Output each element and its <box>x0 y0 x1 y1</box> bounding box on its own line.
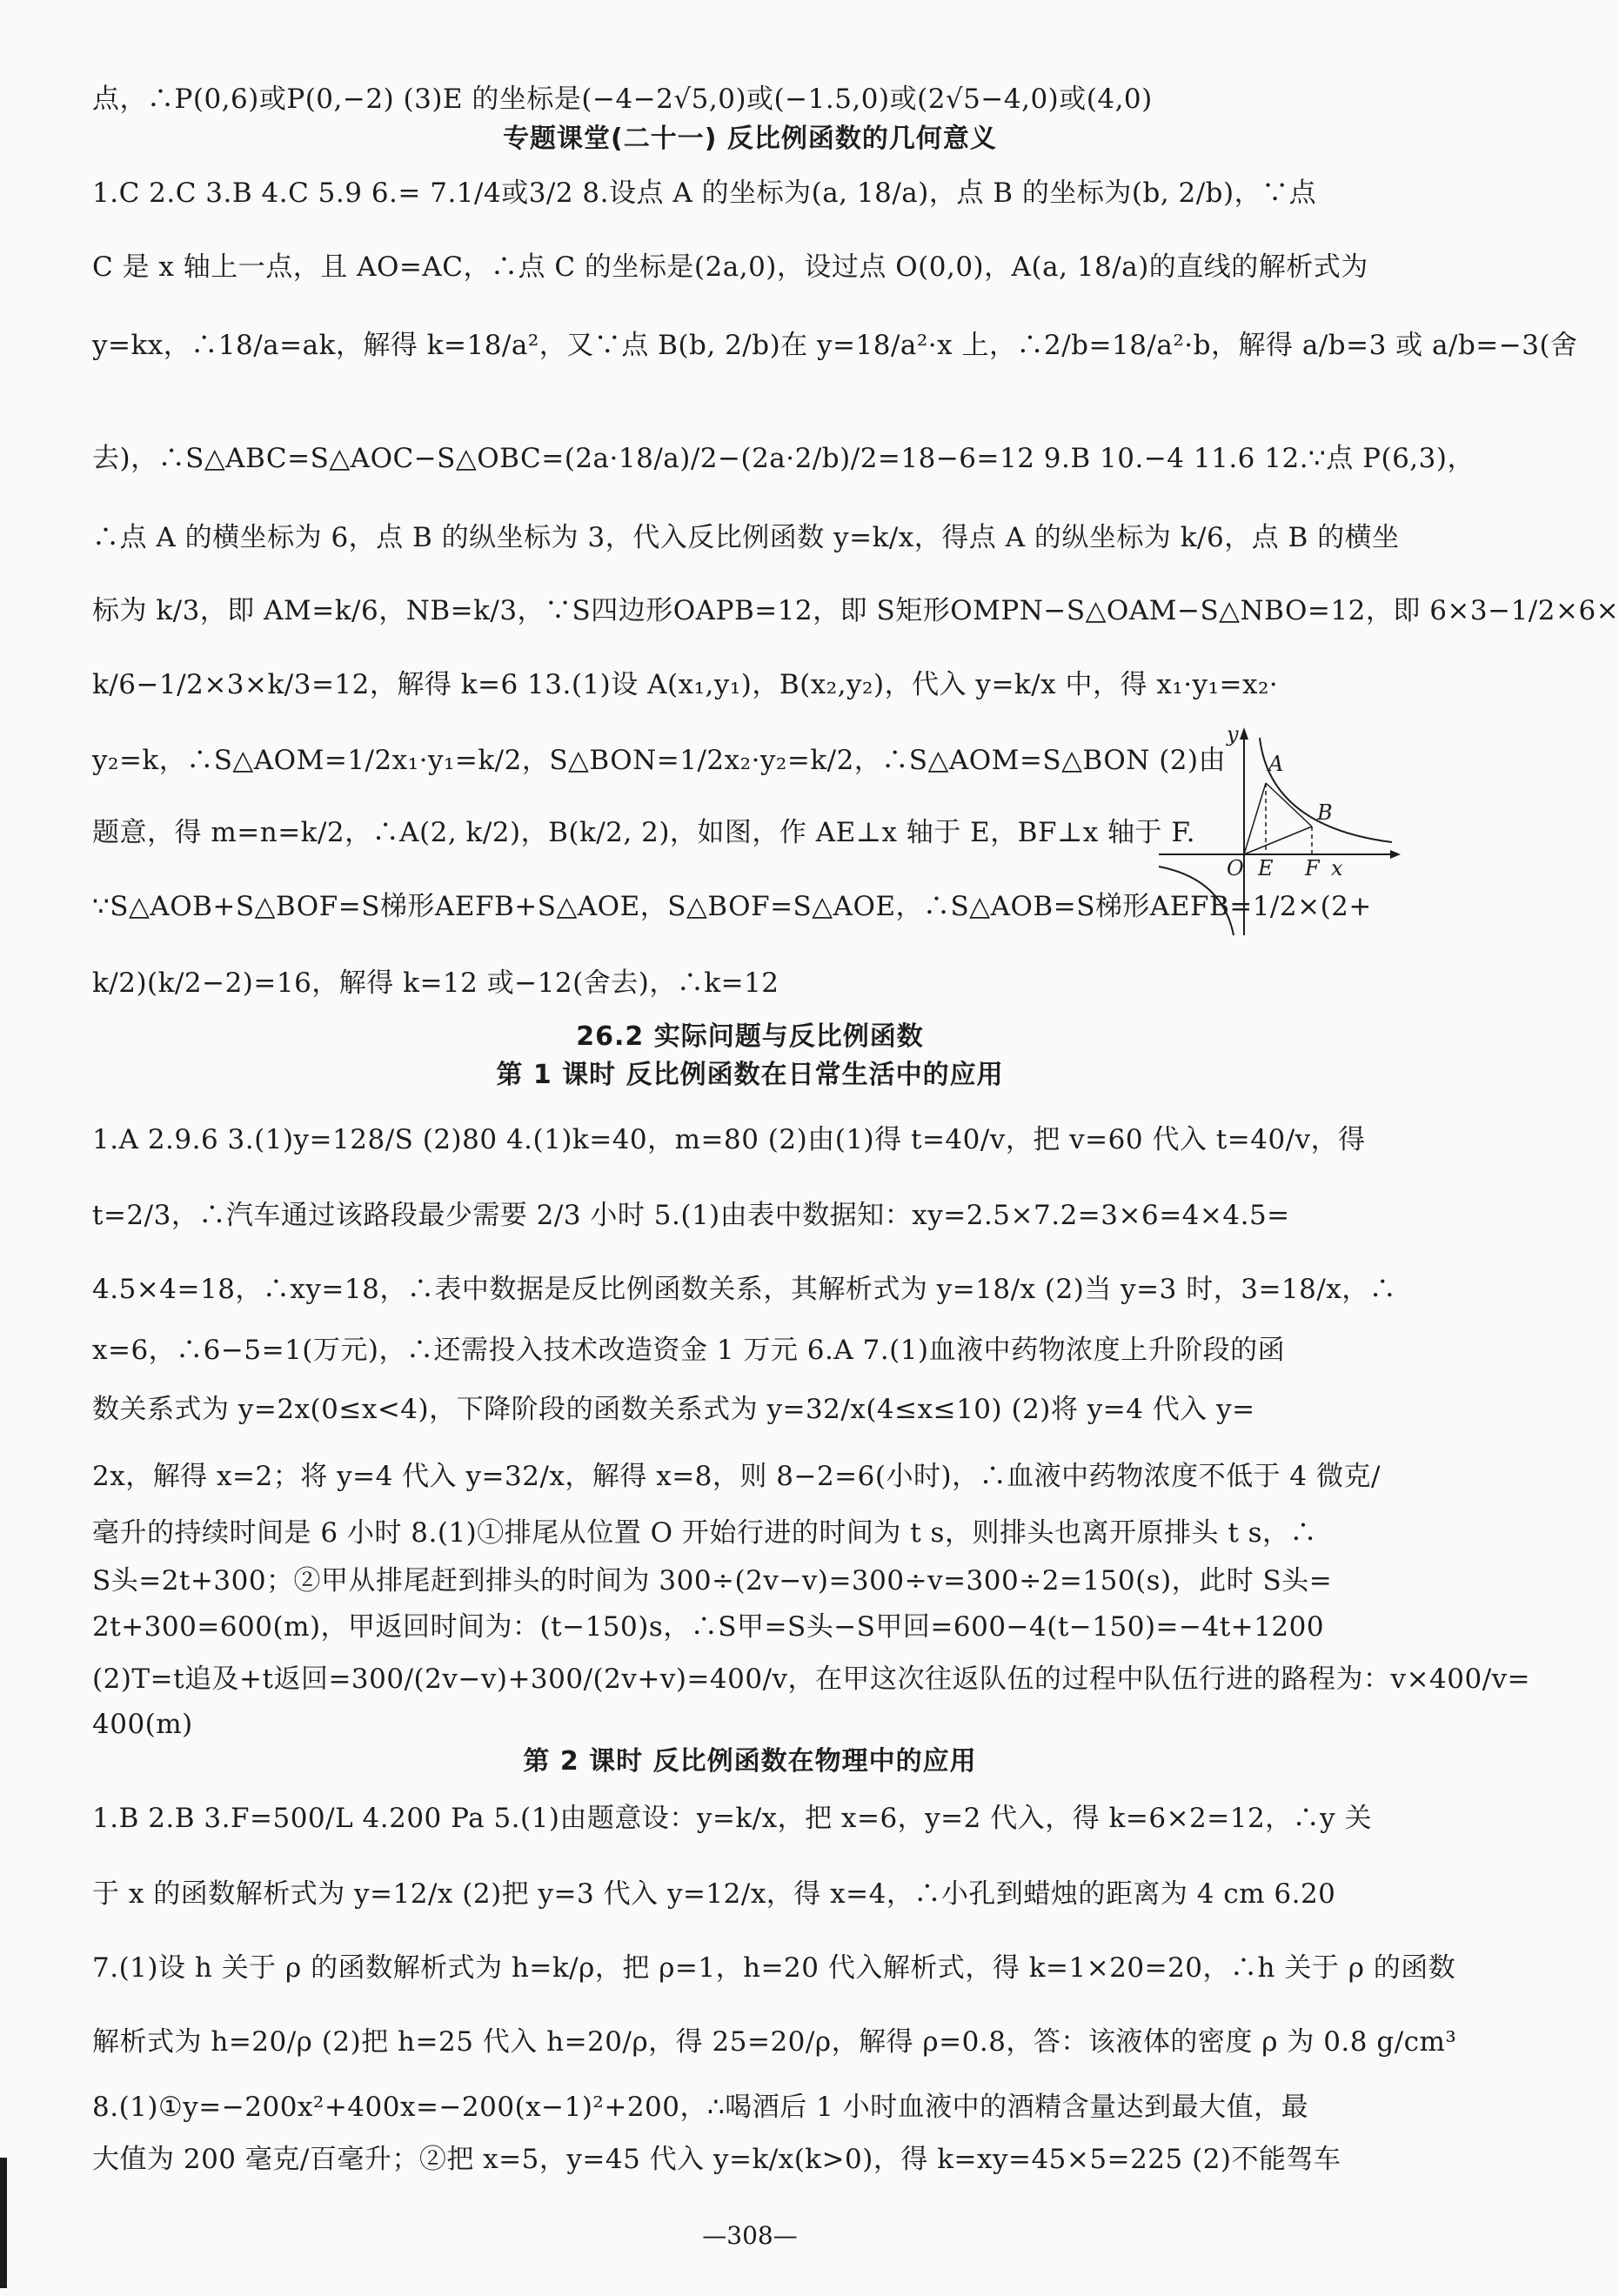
text-line: ∴点 A 的横坐标为 6，点 B 的纵坐标为 3，代入反比例函数 y=k/x，得点 A 的纵坐标为 k/6，点 B 的横坐 <box>92 522 1400 553</box>
text-line: ∵S△AOB+S△BOF=S梯形AEFB+S△AOE，S△BOF=S△AOE，∴S△AOB=S梯形AEFB=1/2×(2+ <box>92 891 1372 922</box>
label-b: B <box>1317 800 1333 825</box>
label-y: y <box>1227 722 1239 746</box>
section-title: 26.2 实际问题与反比例函数 <box>576 1021 924 1052</box>
hyperbola-figure <box>1157 722 1409 940</box>
text-line: 大值为 200 毫克/百毫升；②把 x=5，y=45 代入 y=k/x(k>0)，得 k=xy=45×5=225 (2)不能驾车 <box>92 2144 1341 2175</box>
y-axis-arrow <box>1240 727 1248 740</box>
lesson-title: 第 1 课时 反比例函数在日常生活中的应用 <box>496 1060 1004 1090</box>
text-line: (2)T=t追及+t返回=300/(2v−v)+300/(2v+v)=400/v，在甲这次往返队伍的过程中队伍行进的路程为：v×400/v= <box>92 1663 1531 1695</box>
label-x: x <box>1331 856 1343 880</box>
text-line: 去)，∴S△ABC=S△AOC−S△OBC=(2a·18/a)/2−(2a·2/b)/2=18−6=12 9.B 10.−4 11.6 12.∵点 P(6,3)， <box>92 443 1475 474</box>
text-line: k/2)(k/2−2)=16，解得 k=12 或−12(舍去)，∴k=12 <box>92 967 779 999</box>
text-line: 解析式为 h=20/ρ (2)把 h=25 代入 h=20/ρ，得 25=20/ρ，解得 ρ=0.8，答：该液体的密度 ρ 为 0.8 g/cm³ <box>92 2026 1457 2058</box>
label-f: F <box>1305 856 1320 880</box>
text-line: S头=2t+300；②甲从排尾赶到排头的时间为 300÷(2v−v)=300÷v=300÷2=150(s)，此时 S头= <box>92 1565 1333 1596</box>
text-line: 标为 k/3，即 AM=k/6，NB=k/3，∵S四边形OAPB=12，即 S矩形OMPN−S△OAM−S△NBO=12，即 6×3−1/2×6× <box>92 595 1619 626</box>
text-line: y=kx，∴18/a=ak，解得 k=18/a²，又∵点 B(b, 2/b)在 y=18/a²·x 上，∴2/b=18/a²·b，解得 a/b=3 或 a/b=−3(舍 <box>92 330 1578 361</box>
text-line: 8.(1)①y=−200x²+400x=−200(x−1)²+200，∴喝酒后 1 小时血液中的酒精含量达到最大值，最 <box>92 2092 1309 2123</box>
text-line: 题意，得 m=n=k/2，∴A(2, k/2)，B(k/2, 2)，如图，作 AE⊥x 轴于 E，BF⊥x 轴于 F. <box>92 817 1195 848</box>
text-line: 2x，解得 x=2；将 y=4 代入 y=32/x，解得 x=8，则 8−2=6(小时)，∴血液中药物浓度不低于 4 微克/ <box>92 1461 1381 1492</box>
text-line: 7.(1)设 h 关于 ρ 的函数解析式为 h=k/ρ，把 ρ=1，h=20 代入解析式，得 k=1×20=20，∴h 关于 ρ 的函数 <box>92 1952 1456 1984</box>
x-axis-arrow <box>1390 850 1401 859</box>
hyperbola-branch-third-quadrant <box>1159 867 1234 935</box>
segment-ab <box>1266 783 1312 827</box>
text-line: 4.5×4=18，∴xy=18，∴表中数据是反比例函数关系，其解析式为 y=18/x (2)当 y=3 时，3=18/x，∴ <box>92 1274 1397 1305</box>
text-line: 于 x 的函数解析式为 y=12/x (2)把 y=3 代入 y=12/x，得 x=4，∴小孔到蜡烛的距离为 4 cm 6.20 <box>92 1878 1336 1910</box>
text-line: C 是 x 轴上一点，且 AO=AC，∴点 C 的坐标是(2a,0)，设过点 O(0,0)，A(a, 18/a)的直线的解析式为 <box>92 251 1368 283</box>
text-line: 400(m) <box>92 1709 193 1740</box>
section-title: 专题课堂(二十一) 反比例函数的几何意义 <box>503 124 997 154</box>
text-line: x=6，∴6−5=1(万元)，∴还需投入技术改造资金 1 万元 6.A 7.(1)血液中药物浓度上升阶段的函 <box>92 1335 1286 1366</box>
segment-ob <box>1244 827 1312 854</box>
label-a: A <box>1268 752 1284 776</box>
lesson-title: 第 2 课时 反比例函数在物理中的应用 <box>523 1746 977 1777</box>
text-line: 数关系式为 y=2x(0≤x<4)，下降阶段的函数关系式为 y=32/x(4≤x≤10) (2)将 y=4 代入 y= <box>92 1394 1255 1425</box>
label-e: E <box>1258 856 1274 880</box>
text-line: 1.A 2.9.6 3.(1)y=128/S (2)80 4.(1)k=40，m=80 (2)由(1)得 t=40/v，把 v=60 代入 t=40/v，得 <box>92 1124 1366 1155</box>
text-line: t=2/3，∴汽车通过该路段最少需要 2/3 小时 5.(1)由表中数据知：xy=2.5×7.2=3×6=4×4.5= <box>92 1200 1290 1231</box>
page-number: —308— <box>702 2221 798 2250</box>
text-line: 毫升的持续时间是 6 小时 8.(1)①排尾从位置 O 开始行进的时间为 t s，则排头也离开原排头 t s，∴ <box>92 1517 1318 1549</box>
text-line: 点，∴P(0,6)或P(0,−2) (3)E 的坐标是(−4−2√5,0)或(−1.5,0)或(2√5−4,0)或(4,0) <box>92 84 1153 115</box>
label-o: O <box>1227 856 1244 880</box>
text-line: 1.B 2.B 3.F=500/L 4.200 Pa 5.(1)由题意设：y=k/x，把 x=6，y=2 代入，得 k=6×2=12，∴y 关 <box>92 1803 1373 1834</box>
segment-oa <box>1244 783 1266 854</box>
text-line: k/6−1/2×3×k/3=12，解得 k=6 13.(1)设 A(x₁,y₁)，B(x₂,y₂)，代入 y=k/x 中，得 x₁·y₁=x₂· <box>92 669 1279 700</box>
text-line: 1.C 2.C 3.B 4.C 5.9 6.= 7.1/4或3/2 8.设点 A 的坐标为(a, 18/a)，点 B 的坐标为(b, 2/b)，∵点 <box>92 177 1317 209</box>
text-line: y₂=k，∴S△AOM=1/2x₁·y₁=k/2，S△BON=1/2x₂·y₂=k/2，∴S△AOM=S△BON (2)由 <box>92 745 1227 776</box>
text-line: 2t+300=600(m)，甲返回时间为：(t−150)s，∴S甲=S头−S甲回=600−4(t−150)=−4t+1200 <box>92 1611 1325 1643</box>
